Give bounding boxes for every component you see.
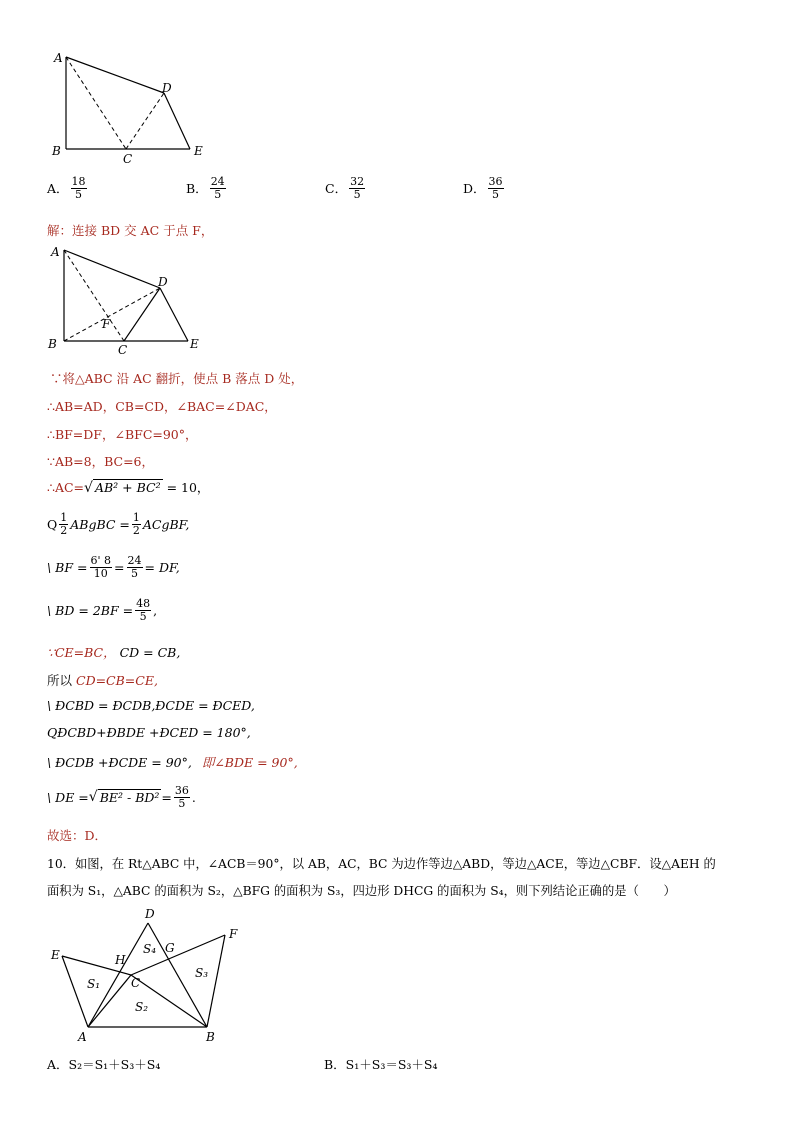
fig1-label-C: C	[123, 152, 133, 166]
bf-prefix: \ BF =	[47, 559, 88, 575]
solution-area: Q $\frac{1}{2}$ ABgBC = $\frac{1}{2}$ ACgBF,	[47, 511, 190, 537]
fig2-label-C: C	[118, 343, 128, 357]
option-letter: A．	[47, 181, 69, 197]
option-letter: C．	[325, 181, 348, 197]
fig1-label-A: A	[54, 51, 63, 65]
de-root: BE² - BD²	[99, 790, 160, 806]
solution-ce	[47, 643, 180, 661]
solution-angles-3	[47, 753, 298, 771]
fig3-label-B: B	[206, 1030, 215, 1044]
so-red: CD=CB=CE,	[76, 673, 158, 688]
fig3-label-F: F	[229, 927, 238, 941]
solution-so	[47, 671, 158, 689]
angles3-b: 即∠BDE = 90°,	[201, 755, 298, 770]
fig3-label-A: A	[78, 1030, 87, 1044]
option-a	[47, 176, 89, 200]
fig1-label-B: B	[52, 144, 61, 158]
ac-root: AB² + BC²	[94, 480, 161, 495]
area-end: ACgBF,	[142, 516, 190, 532]
so-prefix: 所以	[47, 673, 73, 688]
fig3-label-S1: S₁	[87, 977, 101, 991]
q10-option-a: A．S₂＝S₁＋S₃＋S₄	[47, 1057, 161, 1072]
option-letter: B．	[186, 181, 208, 197]
de-prefix: \ DE =	[47, 789, 89, 805]
ce-red: ∵CE=BC，	[47, 645, 116, 660]
figure-solution	[40, 240, 215, 360]
fig3-label-E: E	[51, 948, 60, 962]
fig3-label-H: H	[115, 953, 126, 967]
therefore-symbol: Q	[47, 516, 58, 532]
option-fraction: $\frac{24}{5}$	[210, 175, 225, 201]
ce-black: CD = CB,	[119, 645, 181, 660]
q10-line-1: 10．如图，在 Rt△ABC 中，∠ACB＝90°，以 AB，AC，BC 为边作等边△ABD，等边△ACE，等边△CBF．设△AEH 的	[47, 857, 716, 871]
option-letter: D．	[463, 181, 486, 197]
fig1-label-E: E	[194, 144, 203, 158]
ac-suffix: = 10，	[166, 480, 210, 495]
fig2-label-B: B	[48, 337, 57, 351]
fig3-label-D: D	[145, 907, 155, 921]
solution-ac: ∴AC=√ AB² + BC² = 10，	[47, 480, 210, 496]
fig1-label-D: D	[162, 81, 172, 95]
fig3-label-G: G	[165, 941, 175, 955]
fig3-label-S2: S₂	[135, 1000, 149, 1014]
fig3-label-S3: S₃	[195, 966, 209, 980]
bd-prefix: \ BD = 2BF =	[47, 602, 134, 618]
solution-intro: 解：连接 BD 交 AC 于点 F，	[47, 223, 214, 238]
solution-line-2: ∴AB=AD，CB=CD，∠BAC=∠DAC，	[47, 399, 277, 414]
solution-line-3: ∴BF=DF，∠BFC=90°，	[47, 427, 198, 442]
solution-line-1: ∵将△ABC 沿 AC 翻折，使点 B 落点 D 处，	[50, 371, 304, 386]
fig2-label-D: D	[158, 275, 168, 289]
fig2-label-E: E	[190, 337, 199, 351]
figure-equilateral-triangles	[45, 905, 250, 1045]
solution-angles-2: QÐCBD+ÐBDE +ÐCED = 180°,	[47, 725, 251, 740]
fig3-label-S4: S₄	[143, 942, 157, 956]
fig3-label-C: C	[131, 976, 141, 990]
q10-line-2: 面积为 S₁，△ABC 的面积为 S₂，△BFG 的面积为 S₃，四边形 DHCG 的面积为 S₄，则下列结论正确的是（ ）	[47, 884, 676, 898]
fig2-label-A: A	[51, 245, 60, 259]
ac-prefix: ∴AC=	[47, 480, 85, 495]
q10-option-b: B．S₁＋S₃＝S₃＋S₄	[324, 1057, 438, 1072]
solution-line-4: ∵AB=8，BC=6，	[47, 454, 155, 469]
option-c	[325, 176, 367, 200]
solution-bd: \ BD = 2BF = $\frac{48}{5}$ ,	[47, 597, 158, 623]
solution-de: \ DE = √ BE² - BD² = $\frac{36}{5}$ .	[47, 784, 196, 810]
fig2-label-F: F	[102, 317, 111, 331]
solution-bf: \ BF = $\frac{6' 8}{10}$ = $\frac{24}{5}$ = DF,	[47, 554, 180, 580]
solution-answer: 故选：D．	[47, 828, 108, 843]
option-b	[186, 176, 228, 200]
option-fraction: $\frac{36}{5}$	[488, 175, 503, 201]
solution-angles-1: \ ÐCBD = ÐCDB,ÐCDE = ÐCED,	[47, 698, 255, 713]
area-mid: ABgBC =	[70, 516, 130, 532]
angles3-a: \ ÐCDB +ÐCDE = 90°,	[47, 755, 192, 770]
option-fraction: $\frac{18}{5}$	[71, 175, 86, 201]
option-d	[463, 176, 506, 200]
option-fraction: $\frac{32}{5}$	[350, 175, 365, 201]
figure-quadrilateral-fold	[40, 45, 220, 170]
bf-end: = DF,	[144, 559, 180, 575]
